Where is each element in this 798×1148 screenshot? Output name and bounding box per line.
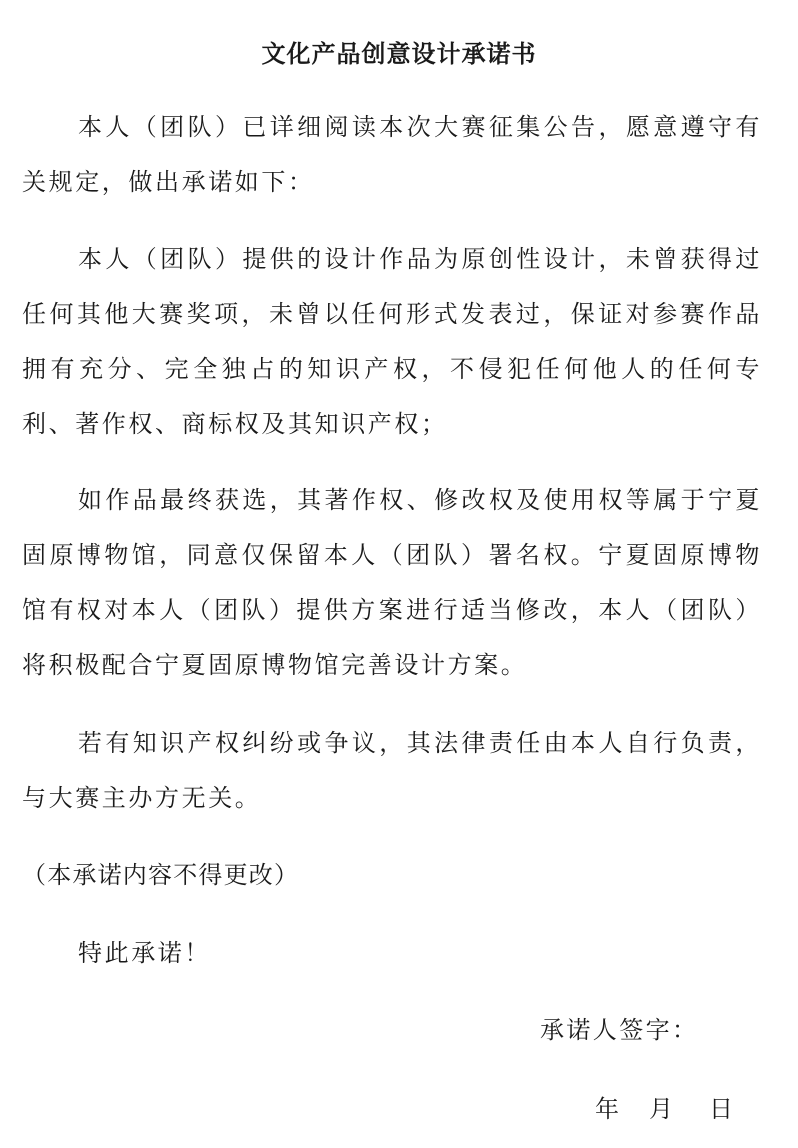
paragraph-liability: 若有知识产权纠纷或争议，其法律责任由本人自行负责，与大赛主办方无关。 xyxy=(22,729,762,812)
signature-label: 承诺人签字： xyxy=(540,1016,699,1044)
date-row xyxy=(595,1082,733,1137)
date-day-label: 日 xyxy=(709,1095,733,1123)
document-title: 文化产品创意设计承诺书 xyxy=(261,40,537,68)
paragraph-originality: 本人（团队）提供的设计作品为原创性设计，未曾获得过任何其他大赛奖项，未曾以任何形式发表过，保证对参赛作品拥有充分、完全独占的知识产权，不侵犯任何他人的任何专利、著作权、商标权及其知识产权； xyxy=(22,245,762,438)
paragraph-copyright: 如作品最终获选，其著作权、修改权及使用权等属于宁夏固原博物馆，同意仅保留本人（团队）署名权。宁夏固原博物馆有权对本人（团队）提供方案进行适当修改，本人（团队）将积极配合宁夏固原博物馆完善设计方案。 xyxy=(22,486,762,679)
paragraph-intro: 本人（团队）已详细阅读本次大赛征集公告，愿意遵守有关规定，做出承诺如下： xyxy=(22,113,762,196)
note-text: （本承诺内容不得更改） xyxy=(22,861,300,889)
date-year-label: 年 xyxy=(595,1095,619,1123)
date-month-label: 月 xyxy=(649,1095,673,1123)
closing-text: 特此承诺！ xyxy=(78,939,211,967)
